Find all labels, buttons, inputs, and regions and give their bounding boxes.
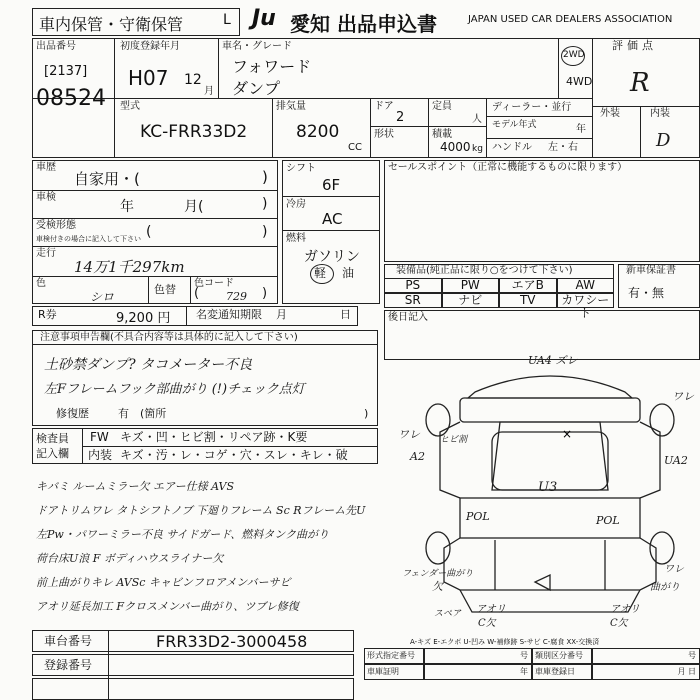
registration-month-unit: 月 <box>204 86 214 97</box>
equipment-item: TV <box>499 293 557 308</box>
color-close: ) <box>262 286 268 301</box>
diagram-spare: スペア <box>434 609 462 619</box>
header-tag-text: 車内保管・守衛保管 <box>39 15 184 34</box>
notes-line2: 左Fフレームフック部曲がり (!)チェック点灯 <box>44 382 305 397</box>
receipt-note: 車検付きの場合に記入して下さい <box>36 235 141 243</box>
diagram-cx-right: C欠 <box>610 618 628 629</box>
year-unit: 年 <box>576 124 586 135</box>
fuel-options: 油 <box>342 266 355 280</box>
receipt-label: 受検形態 <box>36 220 76 231</box>
color-open: ( <box>194 286 200 301</box>
inspection-year: 年 <box>120 199 134 215</box>
vehicle-diagram <box>400 350 700 640</box>
footer-cell: 月 日 <box>592 664 700 680</box>
inspection-label: 車検 <box>36 192 56 203</box>
diagram-cx-left: C欠 <box>478 618 496 629</box>
fuel-marked: 軽 <box>314 266 327 280</box>
sales-point-label: セールスポイント（正常に機能するものに限ります） <box>388 162 628 173</box>
repair-value: 有 (箇所 <box>118 407 167 420</box>
sales-point-box <box>384 160 700 262</box>
handle-label: ハンドル <box>492 142 532 153</box>
equipment-item: エアB <box>499 278 557 293</box>
diagram-fender: フェンダー曲がり <box>402 569 474 579</box>
later-input-label: 後日記入 <box>388 312 428 323</box>
lot-label: 出品番号 <box>36 41 76 52</box>
model-label: 型式 <box>120 101 140 112</box>
diagram-u3: U3 <box>538 480 558 495</box>
brand-logo: Ju <box>252 6 276 31</box>
color-value: シロ <box>90 290 115 304</box>
remark-line: 左Pw・パワーミラー不良 サイドガード、燃料タンク曲がり <box>36 528 330 541</box>
diagram-sq: ヒビ割 <box>440 435 468 445</box>
mileage-value: 14万1千297km <box>74 258 185 276</box>
inspection-close: ) <box>262 196 268 212</box>
fuel-label: 燃料 <box>286 233 306 244</box>
diagram-right-bend: 曲がり <box>650 582 680 593</box>
shift-label: シフト <box>286 163 316 174</box>
inspector-interior-row: キズ・汚・レ・コゲ・穴・スレ・キレ・破 <box>120 448 348 462</box>
name-change-month: 月 <box>276 308 287 321</box>
inspector-interior-label: 内装 <box>88 448 113 462</box>
aircon-label: 冷房 <box>286 199 306 210</box>
plate-label: 登録番号 <box>44 658 93 672</box>
footer-cell: 号 <box>424 648 532 664</box>
load-label: 積載 <box>432 129 452 140</box>
load-unit: kg <box>472 144 483 154</box>
doors-value: 2 <box>396 110 405 125</box>
equipment-label: 装備品(純正品に限り○をつけて下さい) <box>396 265 573 276</box>
footer-cell: 年 <box>424 664 532 680</box>
equipment-item: PS <box>384 278 442 293</box>
name-change-day: 日 <box>340 308 351 321</box>
color-code: 729 <box>226 290 247 303</box>
warranty-value: 有・無 <box>628 286 665 300</box>
registration-label: 初度登録年月 <box>120 41 180 52</box>
repair-close: ) <box>364 407 369 420</box>
remark-line: 荷台床U浪 F ボディハウスライナー欠 <box>36 552 224 565</box>
equipment-item: SR <box>384 293 442 308</box>
score-interior-value: D <box>656 130 671 151</box>
equipment-item: カワシート <box>557 293 615 308</box>
score-value: R <box>630 68 650 98</box>
inspector-exterior-row: キズ・凹・ヒビ割・リペア跡・K要 <box>120 430 308 444</box>
drive-4wd: 4WD <box>566 75 593 88</box>
lot-number: 08524 <box>36 86 106 111</box>
dealer-label: ディーラー・並行 <box>492 102 572 113</box>
diagram-pol-left: POL <box>466 510 490 523</box>
diagram-ua2: UA2 <box>664 454 688 467</box>
diagram-fender-tag: 欠 <box>432 580 443 593</box>
equipment-item: ナビ <box>442 293 500 308</box>
lot-code: [2137] <box>44 64 88 79</box>
svg-text:×: × <box>562 427 573 441</box>
receipt-open: ( <box>146 224 152 240</box>
blank-row <box>32 678 354 700</box>
history-close: ) <box>262 168 268 186</box>
score-exterior-label: 外装 <box>600 108 620 119</box>
model-year-label: モデル年式 <box>492 120 537 130</box>
diagram-a2: A2 <box>410 450 425 463</box>
diagram-ul: ワレ <box>398 428 420 441</box>
load-value: 4000 <box>440 140 471 154</box>
displacement-unit: CC <box>348 142 362 153</box>
history-label: 車歴 <box>36 162 56 173</box>
shift-value: 6F <box>322 176 341 194</box>
receipt-close: ) <box>262 224 268 240</box>
repair-label: 修復歴 <box>56 407 89 420</box>
r-ticket-amount: 9,200 円 <box>116 311 171 326</box>
chassis-value: FRR33D2-3000458 <box>156 632 308 651</box>
footer-cell: 車庫証明 <box>364 664 424 680</box>
displacement-label: 排気量 <box>276 101 306 112</box>
drive-2wd: 2WD <box>563 50 585 60</box>
vehicle-name: フォワード <box>232 57 312 76</box>
brand-english: JAPAN USED CAR DEALERS ASSOCIATION <box>468 14 673 25</box>
shape-label: 形状 <box>374 129 394 140</box>
diagram-ur: ワレ <box>672 390 694 403</box>
chassis-label: 車台番号 <box>44 634 93 648</box>
registration-era: H07 <box>128 66 169 90</box>
footer-table <box>364 648 700 680</box>
doors-label: ドア <box>374 101 394 112</box>
inspector-label2: 記入欄 <box>36 447 69 460</box>
registration-month: 12 <box>184 72 202 88</box>
diagram-top: UA4 ズレ <box>528 354 578 367</box>
name-change-label: 名変通知期限 <box>196 308 262 321</box>
displacement-value: 8200 <box>296 122 340 142</box>
footer-cell: 号 <box>592 648 700 664</box>
score-interior-label: 内装 <box>650 108 670 119</box>
r-ticket-label: R券 <box>38 308 57 321</box>
diagram-aori-right: アオリ <box>610 604 640 615</box>
remark-line: 前上曲がりキレ AVSc キャビンフロアメンバーサビ <box>36 576 291 589</box>
remark-line: ドアトリムワレ タトシフトノブ 下廻りフレーム Sc Rフレーム先U <box>36 504 366 517</box>
color-code-label: 色コード <box>194 278 234 289</box>
color-change-label: 色替 <box>154 283 176 296</box>
capacity-label: 定員 <box>432 101 452 112</box>
equipment-item: AW <box>557 278 615 293</box>
footer-cell: 車庫登録日 <box>532 664 592 680</box>
handle-options: 左・右 <box>548 142 578 153</box>
diagram-right-note: ワレ <box>664 564 684 575</box>
equipment-item: PW <box>442 278 500 293</box>
remarks-list <box>36 478 408 628</box>
inspector-fw: FW <box>90 430 109 444</box>
color-label: 色 <box>36 278 46 289</box>
score-label: 評価点 <box>612 39 657 52</box>
header-tag <box>32 8 240 36</box>
inspection-month: 月( <box>184 199 204 215</box>
diagram-pol-right: POL <box>596 514 620 527</box>
aircon-value: AC <box>322 210 343 228</box>
inspector-label1: 検査員 <box>36 432 69 445</box>
diagram-legend: A-キズ E-エクボ U-凹み W-補修跡 S-サビ C-腐食 XX-交換済 <box>410 638 600 646</box>
warranty-label: 新車保証書 <box>626 265 676 276</box>
r-ticket-row <box>32 306 358 326</box>
notes-label: 注意事項申告欄(不具合内容等は具体的に記入して下さい) <box>40 332 298 343</box>
fuel-value: ガソリン <box>304 249 360 265</box>
history-value: 自家用・( <box>74 170 140 188</box>
notes-line1: 土砂禁ダンプ? タコメーター不良 <box>44 357 253 373</box>
model-value: KC-FRR33D2 <box>140 122 248 142</box>
remark-line: アオリ延長加工 Fクロスメンバー曲がり、ツブレ修復 <box>36 600 299 613</box>
remark-line: キバミ ルームミラー欠 エアー仕様 AVS <box>36 480 235 493</box>
capacity-unit: 人 <box>472 114 482 125</box>
header-tag-mark: L <box>223 12 231 28</box>
brand-title: 愛知 出品申込書 <box>290 12 437 36</box>
footer-cell: 類別区分番号 <box>532 648 592 664</box>
vehicle-label: 車名・グレード <box>222 41 292 52</box>
footer-cell: 形式指定番号 <box>364 648 424 664</box>
diagram-aori-left: アオリ <box>476 604 506 615</box>
vehicle-grade: ダンプ <box>232 79 281 98</box>
mileage-label: 走行 <box>36 248 56 259</box>
